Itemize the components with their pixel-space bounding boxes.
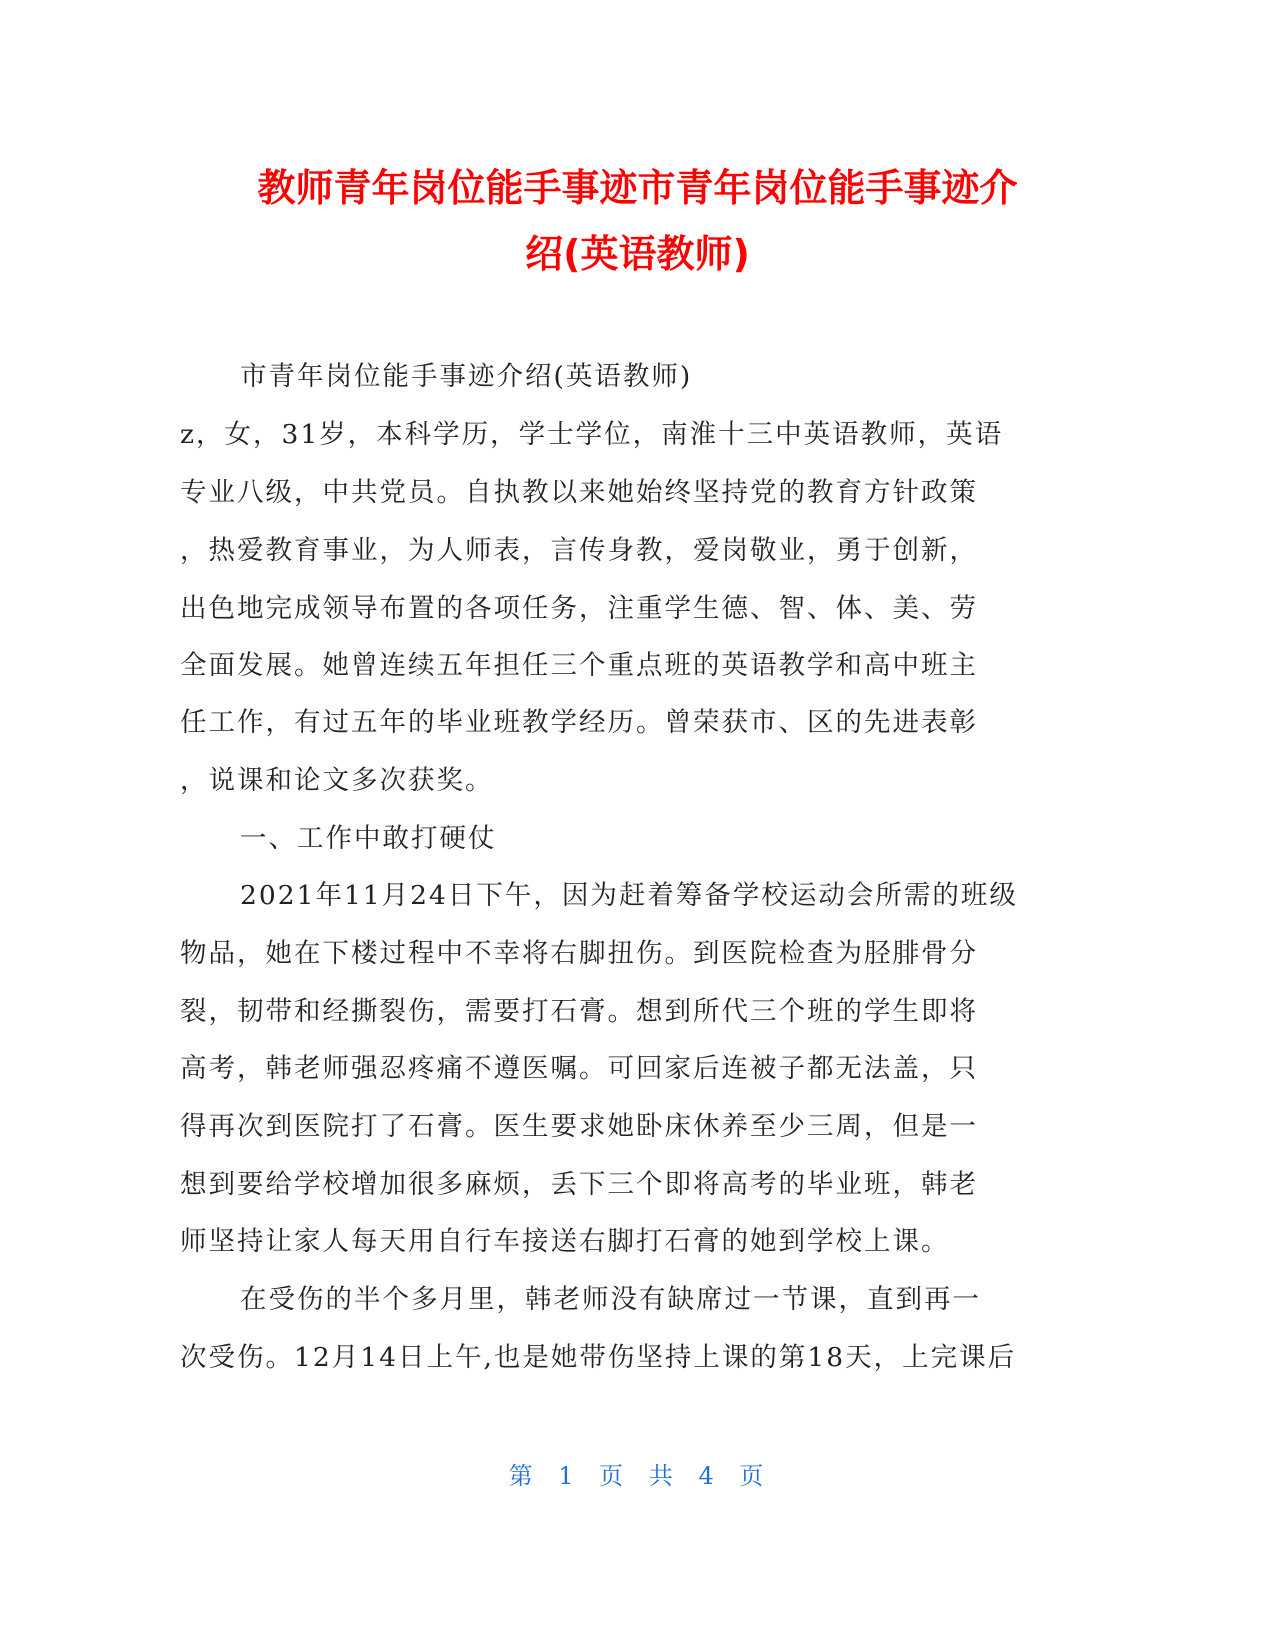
section-heading: 一、工作中敢打硬仗 <box>240 823 497 854</box>
footer-page-current: 1 <box>558 1462 577 1490</box>
body-line: 师坚持让家人每天用自行车接送右脚打石膏的她到学校上课。 <box>180 1226 950 1257</box>
body-line: 出色地完成领导布置的各项任务，注重学生德、智、体、美、劳 <box>180 593 978 624</box>
body-line: ，热爱教育事业，为人师表，言传身教，爱岗敬业，勇于创新， <box>180 535 978 566</box>
footer-page-total: 4 <box>698 1462 717 1490</box>
body-line: ，说课和论文多次获奖。 <box>180 765 494 796</box>
body-line: z，女，31岁，本科学历，学士学位，南淮十三中英语教师，英语 <box>180 419 1004 450</box>
document-title <box>180 155 1095 287</box>
footer-label-gong: 共 <box>648 1462 676 1490</box>
body-line: 次受伤。12月14日上午,也是她带伤坚持上课的第18天，上完课后 <box>180 1342 1017 1373</box>
body-line: 全面发展。她曾连续五年担任三个重点班的英语教学和高中班主 <box>180 650 978 681</box>
body-line: 裂，韧带和经撕裂伤，需要打石膏。想到所代三个班的学生即将 <box>180 996 978 1027</box>
body-line: 专业八级，中共党员。自执教以来她始终坚持党的教育方针政策 <box>180 477 978 508</box>
body-line: 物品，她在下楼过程中不幸将右脚扭伤。到医院检查为胫腓骨分 <box>180 938 978 969</box>
page-footer <box>0 1456 1275 1491</box>
title-line-2: 绍(英语教师) <box>525 232 750 276</box>
body-line: 2021年11月24日下午，因为赶着筹备学校运动会所需的班级 <box>240 880 1018 911</box>
footer-label-ye: 页 <box>599 1462 627 1490</box>
body-line: 想到要给学校增加很多麻烦，丢下三个即将高考的毕业班，韩老 <box>180 1169 978 1200</box>
footer-label-ye: 页 <box>739 1462 767 1490</box>
body-line: 高考，韩老师强忍疼痛不遵医嘱。可回家后连被子都无法盖，只 <box>180 1053 978 1084</box>
body-line: 在受伤的半个多月里，韩老师没有缺席过一节课，直到再一 <box>240 1284 981 1315</box>
subtitle-line: 市青年岗位能手事迹介绍(英语教师) <box>240 361 693 392</box>
body-line: 任工作，有过五年的毕业班教学经历。曾荣获市、区的先进表彰 <box>180 707 978 738</box>
footer-label-di: 第 <box>508 1462 536 1490</box>
body-line: 得再次到医院打了石膏。医生要求她卧床休养至少三周，但是一 <box>180 1111 978 1142</box>
title-line-1: 教师青年岗位能手事迹市青年岗位能手事迹介 <box>257 166 1018 210</box>
